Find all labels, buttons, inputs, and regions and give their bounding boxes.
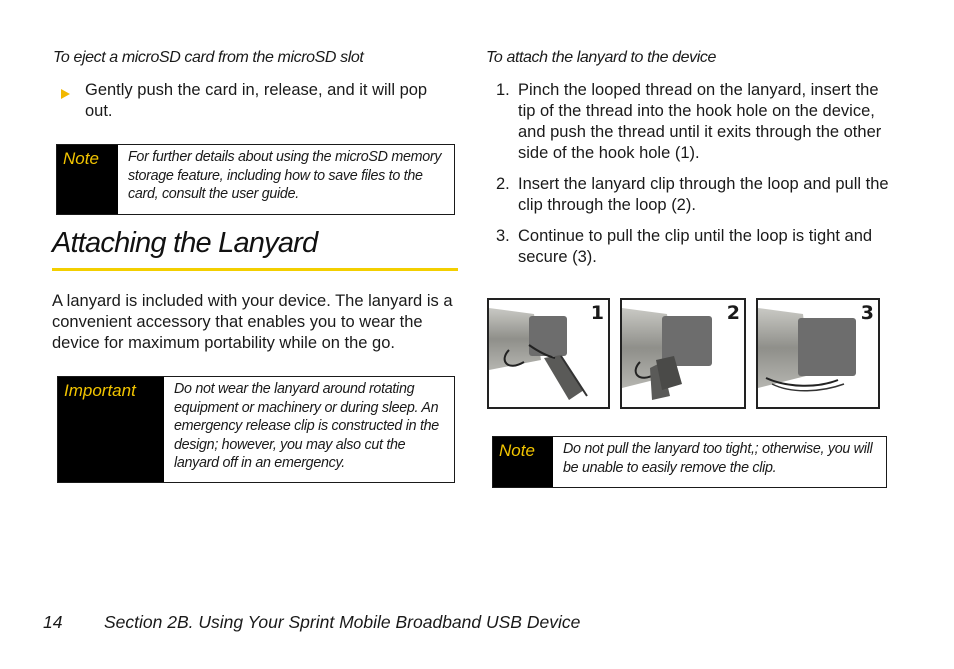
step-number: 3. — [496, 227, 510, 245]
important-text: Do not wear the lanyard around rotating equipment or machinery or during sleep. An emergency release clip is constructed in the design; however, you may also cut the lanyard off in an emergency. — [174, 381, 439, 472]
important-label: Important — [58, 377, 164, 482]
step-text: Continue to pull the clip until the loop is tight and secure (3). — [518, 227, 873, 266]
note-label: Note — [493, 437, 553, 487]
steps-list — [486, 80, 890, 278]
step-item — [486, 174, 890, 216]
note-text: For further details about using the microSD memory storage feature, including how to save files to the card, consult the user guide. — [128, 149, 442, 203]
step-item — [486, 80, 890, 164]
eject-bullet-text: Gently push the card in, release, and it will pop out. — [85, 81, 428, 120]
note-label: Note — [57, 145, 118, 214]
heading-rule — [52, 268, 458, 271]
figure-number: 1 — [590, 302, 604, 324]
important-box — [57, 376, 455, 483]
lanyard-intro-paragraph: A lanyard is included with your device. The lanyard is a convenient accessory that enables you to wear the device for maximum portability while on the go. — [52, 292, 453, 352]
attach-subhead: To attach the lanyard to the device — [486, 49, 717, 66]
lanyard-figure-1 — [487, 298, 610, 409]
page-number: 14 — [43, 612, 63, 632]
figure-number: 3 — [860, 302, 874, 324]
note-text: Do not pull the lanyard too tight,; otherwise, you will be unable to easily remove the clip. — [563, 441, 873, 476]
note-box-lanyard — [492, 436, 887, 488]
step-text: Pinch the looped thread on the lanyard, insert the tip of the thread into the hook hole on the device, and push the thread until it exits through the other side of the hook hole (1). — [518, 81, 882, 162]
step-number: 2. — [496, 175, 510, 193]
bullet-arrow-icon — [61, 88, 70, 99]
eject-subhead: To eject a microSD card from the microSD slot — [53, 49, 364, 66]
lanyard-figure-3 — [756, 298, 880, 409]
footer-section-title: Section 2B. Using Your Sprint Mobile Broadband USB Device — [104, 612, 581, 632]
figure-number: 2 — [726, 302, 740, 324]
step-number: 1. — [496, 81, 510, 99]
lanyard-figure-2 — [620, 298, 746, 409]
note-box-microsd — [56, 144, 455, 215]
step-text: Insert the lanyard clip through the loop and pull the clip through the loop (2). — [518, 175, 889, 214]
section-heading: Attaching the Lanyard — [52, 227, 318, 259]
step-item — [486, 226, 890, 268]
